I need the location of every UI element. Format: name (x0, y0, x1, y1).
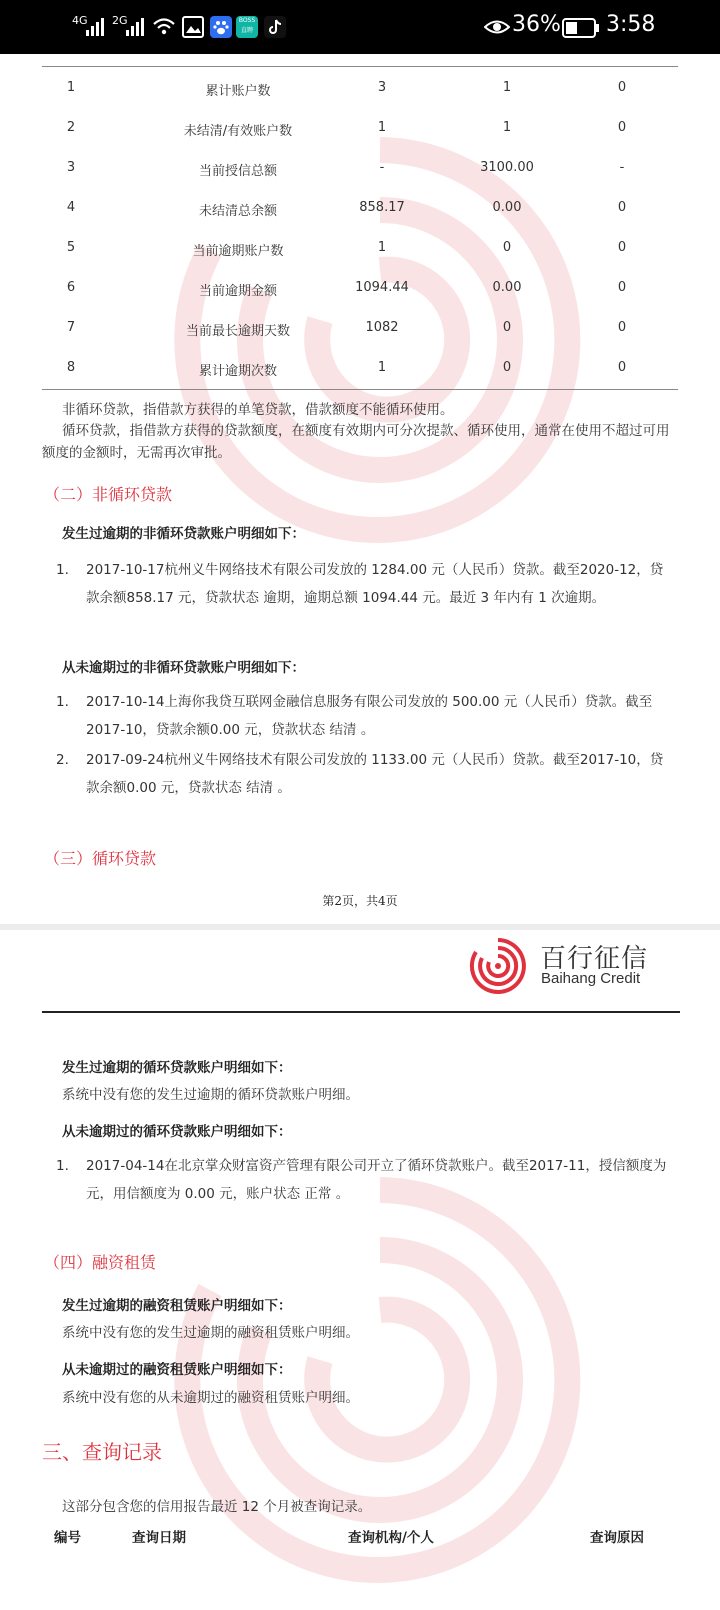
table-row (42, 108, 678, 148)
table-cell-b: 0 (502, 240, 512, 255)
table-cell-a: 1082 (365, 320, 399, 335)
normal-leasing-heading: 从未逾期过的融资租赁账户明细如下： (62, 1362, 292, 1378)
table-bottom-border (42, 389, 678, 390)
section-leasing-title: （四）融资租赁 (44, 1253, 157, 1272)
status-bar (0, 0, 720, 54)
tiktok-icon (264, 16, 286, 38)
table-row (42, 228, 678, 268)
table-top-border (42, 66, 678, 67)
normal-non-revolving-heading: 从未逾期过的非循环贷款账户明细如下： (62, 660, 305, 676)
table-cell-c: - (619, 160, 625, 175)
eye-comfort-icon (484, 16, 510, 38)
page-footer: 第2页，共4页 (322, 894, 398, 908)
overdue-leasing-none: 系统中没有您的发生过逾期的融资租赁账户明细。 (62, 1325, 359, 1341)
table-cell-idx: 4 (66, 200, 76, 215)
overdue-revolving-heading: 发生过逾期的循环贷款账户明细如下： (62, 1060, 292, 1076)
table-cell-a: 1 (377, 240, 387, 255)
page-separator (0, 924, 720, 930)
list-item-text: 2017-09-24杭州义牛网络技术有限公司发放的 1133.00 元（人民币）贷款。截至2017-10，贷款余额0.00 元，贷款状态 结清 。 (86, 752, 664, 796)
table-row (42, 148, 678, 188)
clock: 3:58 (606, 12, 656, 37)
table-cell-b: 0.00 (492, 200, 522, 215)
table-cell-c: 0 (617, 200, 627, 215)
section-revolving-title: （三）循环贷款 (44, 849, 157, 868)
table-cell-c: 0 (617, 360, 627, 375)
table-cell-b: 1 (502, 80, 512, 95)
query-header-number: 编号 (54, 1530, 81, 1546)
list-item-number: 1. (56, 694, 69, 710)
table-cell-idx: 6 (66, 280, 76, 295)
table-cell-b: 1 (502, 120, 512, 135)
baihang-logo-icon (468, 936, 528, 996)
query-header-reason: 查询原因 (590, 1530, 644, 1546)
table-cell-label: 当前授信总额 (198, 164, 277, 179)
table-cell-c: 0 (617, 280, 627, 295)
gallery-icon (182, 16, 204, 38)
table-cell-idx: 7 (66, 320, 76, 335)
list-item-text: 2017-04-14在北京掌众财富资产管理有限公司开立了循环贷款账户。截至2017-11，授信额度为 元，用信额度为 0.00 元，账户状态 正常 。 (86, 1158, 667, 1202)
wifi-icon (152, 16, 176, 36)
table-cell-c: 0 (617, 80, 627, 95)
table-cell-a: - (379, 160, 385, 175)
table-cell-label: 当前逾期账户数 (192, 244, 284, 259)
signal-label-2g: 2G (112, 14, 128, 27)
table-cell-a: 3 (377, 80, 387, 95)
table-cell-b: 0 (502, 320, 512, 335)
table-cell-a: 1 (377, 360, 387, 375)
table-cell-a: 1094.44 (355, 280, 409, 295)
header-rule (42, 1011, 680, 1013)
list-item-number: 2. (56, 752, 69, 768)
table-cell-idx: 1 (66, 80, 76, 95)
overdue-leasing-heading: 发生过逾期的融资租赁账户明细如下： (62, 1298, 292, 1314)
table-cell-c: 0 (617, 320, 627, 335)
overdue-non-revolving-heading: 发生过逾期的非循环贷款账户明细如下： (62, 526, 305, 542)
signal-label-4g: 4G (72, 14, 88, 27)
table-cell-a: 858.17 (359, 200, 405, 215)
table-cell-b: 0 (502, 360, 512, 375)
overdue-revolving-none: 系统中没有您的发生过逾期的循环贷款账户明细。 (62, 1087, 359, 1103)
boss-app-icon: BOSS 直聘 (236, 16, 258, 38)
table-cell-label: 当前逾期金额 (198, 284, 277, 299)
table-row (42, 348, 678, 388)
table-row (42, 188, 678, 228)
section-non-revolving-title: （二）非循环贷款 (44, 485, 173, 504)
note-non-revolving: 非循环贷款，指借款方获得的单笔贷款，借款额度不能循环使用。 (62, 402, 454, 418)
table-cell-b: 0.00 (492, 280, 522, 295)
list-item-text: 2017-10-17杭州义牛网络技术有限公司发放的 1284.00 元（人民币）贷款。截至2020-12，贷款余额858.17 元，贷款状态 逾期，逾期总额 1094.44 元。最近 3 年内有 1 次逾期。 (86, 562, 664, 606)
query-intro: 这部分包含您的信用报告最近 12 个月被查询记录。 (62, 1499, 372, 1515)
table-cell-label: 未结清/有效账户数 (183, 124, 293, 139)
table-cell-label: 累计账户数 (205, 84, 271, 99)
table-cell-idx: 3 (66, 160, 76, 175)
query-header-institution: 查询机构/个人 (348, 1530, 434, 1546)
table-cell-idx: 8 (66, 360, 76, 375)
signal-icon (86, 14, 106, 36)
table-row (42, 308, 678, 348)
brand-name-en: Baihang Credit (541, 970, 641, 987)
table-cell-label: 当前最长逾期天数 (185, 324, 290, 339)
table-cell-b: 3100.00 (480, 160, 534, 175)
table-cell-idx: 2 (66, 120, 76, 135)
note-revolving: 循环贷款，指借款方获得的贷款额度，在额度有效期内可分次提款、循环使用，通常在使用不超过可用额度的金额时，无需再次审批。 (42, 423, 670, 461)
list-item-text: 2017-10-14上海你我贷互联网金融信息服务有限公司发放的 500.00 元（人民币）贷款。截至2017-10，贷款余额0.00 元，贷款状态 结清 。 (86, 694, 653, 738)
signal-icon-2 (126, 14, 146, 36)
normal-leasing-none: 系统中没有您的从未逾期过的融资租赁账户明细。 (62, 1390, 359, 1406)
list-item-number: 1. (56, 1158, 69, 1174)
table-row (42, 68, 678, 108)
table-cell-label: 未结清总余额 (198, 204, 277, 219)
battery-icon (562, 18, 600, 38)
table-cell-a: 1 (377, 120, 387, 135)
table-row (42, 268, 678, 308)
baidu-icon (210, 16, 232, 38)
query-header-date: 查询日期 (132, 1530, 186, 1546)
table-cell-c: 0 (617, 120, 627, 135)
list-item-number: 1. (56, 562, 69, 578)
table-cell-idx: 5 (66, 240, 76, 255)
brand-name-cn: 百行征信 (540, 944, 649, 974)
table-cell-label: 累计逾期次数 (198, 364, 277, 379)
battery-percent: 36% (512, 12, 561, 37)
normal-revolving-heading: 从未逾期过的循环贷款账户明细如下： (62, 1124, 292, 1140)
table-cell-c: 0 (617, 240, 627, 255)
query-records-title: 三、查询记录 (42, 1440, 162, 1464)
